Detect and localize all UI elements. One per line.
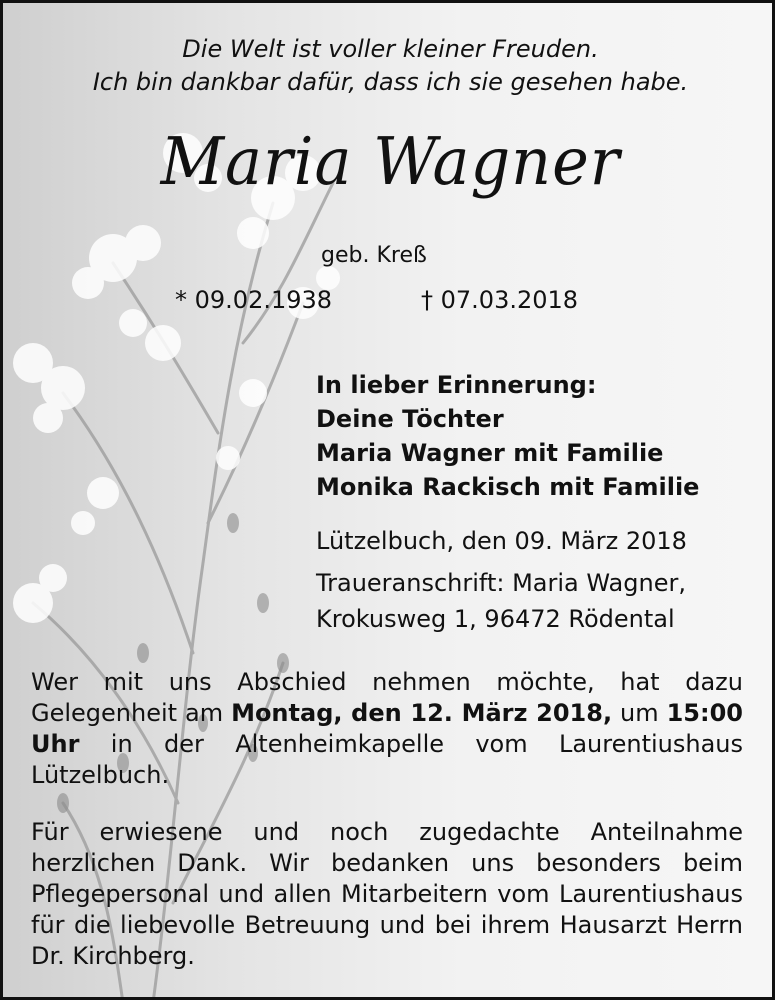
address-line-1: Traueranschrift: Maria Wagner, bbox=[316, 569, 686, 597]
mourner-line: Maria Wagner mit Familie bbox=[316, 439, 664, 467]
death-date: † 07.03.2018 bbox=[421, 286, 579, 314]
thanks-paragraph: Für erwiesene und noch zugedachte Anteilnahme herzlichen Dank. Wir bedanken uns besonders beim Pflegepersonal und allen Mitarbeitern vom Laurentiushaus für die liebevolle Betreuung und bei ihrem Hausarzt Herrn Dr. Kirchberg. bbox=[31, 818, 743, 970]
farewell-paragraph bbox=[31, 667, 743, 791]
deceased-name: Maria Wagner bbox=[160, 123, 621, 200]
farewell-text: in der Altenheimkapelle vom Laurentiushaus Lützelbuch. bbox=[31, 730, 743, 789]
birth-name: geb. Kreß bbox=[321, 243, 427, 268]
farewell-text: Wer mit uns Abschied nehmen möchte, hat dazu Gelegenheit am bbox=[31, 668, 743, 727]
memory-intro: In lieber Erinnerung: bbox=[316, 371, 597, 399]
motto-line-1: Die Welt ist voller kleiner Freuden. bbox=[182, 35, 599, 63]
place-date: Lützelbuch, den 09. März 2018 bbox=[316, 527, 687, 555]
address-line-2: Krokusweg 1, 96472 Rödental bbox=[316, 605, 675, 633]
service-date: Montag, den 12. März 2018, bbox=[231, 699, 613, 727]
motto-line-2: Ich bin dankbar dafür, dass ich sie gesehen habe. bbox=[92, 68, 689, 96]
mourner-line: Deine Töchter bbox=[316, 405, 504, 433]
service-time: 15:00 Uhr bbox=[31, 699, 743, 758]
mourner-line: Monika Rackisch mit Familie bbox=[316, 473, 700, 501]
farewell-text: um bbox=[612, 699, 667, 727]
birth-date: * 09.02.1938 bbox=[175, 286, 333, 314]
